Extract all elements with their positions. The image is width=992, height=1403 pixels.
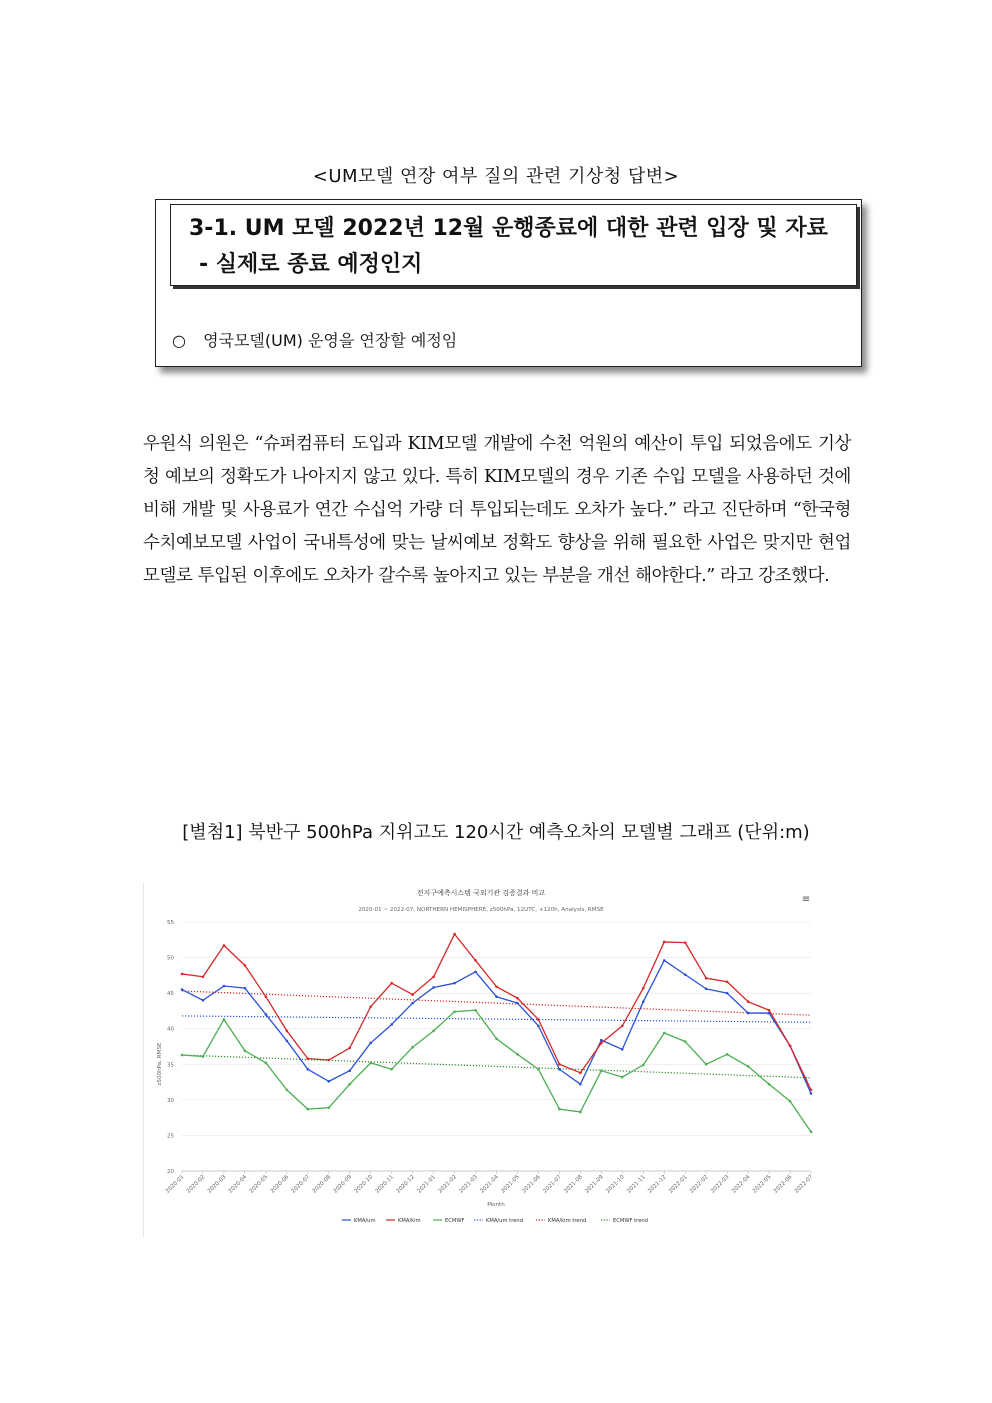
data-point bbox=[244, 987, 247, 990]
x-tick-label: 2020-01 bbox=[164, 1174, 186, 1195]
legend-item[interactable] bbox=[433, 1218, 465, 1224]
data-point bbox=[600, 1042, 603, 1045]
data-point bbox=[726, 1053, 729, 1056]
x-tick-label: 2021-12 bbox=[647, 1174, 668, 1195]
x-tick-label: 2021-06 bbox=[521, 1174, 542, 1195]
legend-item[interactable] bbox=[386, 1218, 421, 1224]
data-point bbox=[202, 1055, 205, 1058]
legend-label: KMA/kim bbox=[398, 1218, 421, 1224]
question-title-line1: 3-1. UM 모델 2022년 12월 운행종료에 대한 관련 입장 및 자료 bbox=[189, 216, 828, 241]
data-point bbox=[474, 959, 477, 962]
data-point bbox=[558, 1068, 561, 1071]
x-tick-label: 2020-10 bbox=[353, 1174, 375, 1195]
trend-line bbox=[182, 991, 811, 1015]
data-point bbox=[516, 997, 519, 1000]
x-tick-label: 2020-08 bbox=[311, 1174, 333, 1195]
data-point bbox=[684, 1040, 687, 1043]
data-point bbox=[411, 1002, 414, 1005]
data-point bbox=[663, 959, 666, 962]
x-tick-label: 2022-05 bbox=[751, 1174, 773, 1195]
x-tick-label: 2020-09 bbox=[332, 1174, 354, 1195]
body-paragraph: 우원식 의원은 “슈퍼컴퓨터 도입과 KIM모델 개발에 수천 억원의 예산이 투입 되었음에도 기상청 예보의 정확도가 나아지지 않고 있다. 특히 KIM모델의 경우 기존 수입 모델을 사용하던 것에 비해 개발 및 사용료가 연간 수십억 가량 더 투입되는데도 오차가 높다.” 라고 진단하며 “한국형수치예보모델 사업이 국내특성에 맞는 날씨예보 정확도 향상을 위해 필요한 사업은 맞지만 현업 모델로 투입된 이후에도 오차가 갈수록 높아지고 있는 부분을 개선 해야한다.” 라고 강조했다. bbox=[143, 434, 851, 586]
data-point bbox=[307, 1068, 310, 1071]
x-tick-label: 2021-05 bbox=[500, 1174, 521, 1195]
x-tick-label: 2020-02 bbox=[185, 1174, 207, 1195]
data-point bbox=[223, 985, 226, 988]
data-point bbox=[453, 1010, 456, 1013]
data-point bbox=[265, 1013, 268, 1016]
data-point bbox=[265, 995, 268, 998]
data-point bbox=[265, 1062, 268, 1065]
data-point bbox=[789, 1100, 792, 1103]
data-point bbox=[663, 1032, 666, 1035]
x-tick-label: 2022-03 bbox=[710, 1174, 731, 1195]
data-point bbox=[726, 992, 729, 995]
data-point bbox=[390, 982, 393, 985]
data-point bbox=[181, 1054, 184, 1057]
menu-icon[interactable]: ≡ bbox=[801, 894, 811, 905]
data-point bbox=[747, 1065, 750, 1068]
chart-title: 전지구예측시스템 국외기관 검증결과 비교 bbox=[416, 889, 546, 897]
y-tick-label: 25 bbox=[167, 1133, 174, 1140]
data-point bbox=[537, 1018, 540, 1021]
x-tick-label: 2021-09 bbox=[584, 1174, 605, 1195]
x-tick-label: 2022-04 bbox=[731, 1174, 752, 1195]
x-tick-label: 2021-07 bbox=[542, 1174, 563, 1195]
y-tick-label: 40 bbox=[167, 1026, 174, 1033]
y-tick-label: 50 bbox=[167, 955, 174, 962]
data-point bbox=[390, 1023, 393, 1026]
data-point bbox=[600, 1069, 603, 1072]
data-point bbox=[768, 1083, 771, 1086]
data-point bbox=[579, 1083, 582, 1086]
data-point bbox=[726, 980, 729, 983]
y-tick-label: 45 bbox=[167, 991, 174, 998]
x-tick-label: 2020-11 bbox=[374, 1174, 396, 1195]
x-tick-label: 2022-06 bbox=[772, 1174, 794, 1195]
data-point bbox=[348, 1069, 351, 1072]
data-point bbox=[600, 1039, 603, 1042]
trend-line bbox=[182, 1055, 811, 1078]
data-point bbox=[663, 941, 666, 944]
data-point bbox=[705, 988, 708, 991]
data-point bbox=[307, 1057, 310, 1060]
x-tick-label: 2020-03 bbox=[206, 1174, 228, 1195]
x-tick-label: 2020-12 bbox=[395, 1174, 417, 1195]
x-tick-label: 2021-11 bbox=[626, 1174, 647, 1195]
data-point bbox=[369, 1042, 372, 1045]
document-header: <UM모델 연장 여부 질의 관련 기상청 답변> bbox=[312, 166, 680, 187]
legend-label: KMA/kim trend bbox=[548, 1218, 587, 1224]
data-point bbox=[621, 1025, 624, 1028]
data-point bbox=[181, 988, 184, 991]
y-axis-label: z500hPa, RMSE bbox=[157, 1042, 163, 1086]
data-point bbox=[705, 1063, 708, 1066]
data-point bbox=[642, 1000, 645, 1003]
legend-label: KMA/um bbox=[354, 1218, 376, 1224]
data-point bbox=[558, 1108, 561, 1111]
legend-label: ECMWF trend bbox=[613, 1218, 648, 1224]
data-point bbox=[202, 999, 205, 1002]
circle-bullet-icon: ○ bbox=[172, 331, 186, 350]
x-axis-label: Month bbox=[487, 1202, 505, 1208]
y-tick-label: 35 bbox=[167, 1062, 174, 1069]
data-point bbox=[642, 1064, 645, 1067]
data-point bbox=[453, 982, 456, 985]
data-point bbox=[495, 985, 498, 988]
data-point bbox=[202, 975, 205, 978]
data-point bbox=[181, 973, 184, 976]
data-point bbox=[327, 1059, 330, 1062]
data-point bbox=[558, 1063, 561, 1066]
x-tick-label: 2020-06 bbox=[269, 1174, 291, 1195]
data-point bbox=[369, 1062, 372, 1065]
data-point bbox=[474, 971, 477, 974]
data-point bbox=[411, 1046, 414, 1049]
data-point bbox=[768, 1009, 771, 1012]
data-point bbox=[286, 1040, 289, 1043]
chart-caption: [별첨1] 북반구 500hPa 지위고도 120시간 예측오차의 모델별 그래프 (단위:m) bbox=[182, 822, 810, 843]
legend-label: KMA/um trend bbox=[486, 1218, 523, 1224]
answer-line bbox=[172, 328, 457, 351]
x-tick-label: 2021-01 bbox=[416, 1174, 438, 1195]
data-point bbox=[579, 1072, 582, 1075]
legend-item[interactable] bbox=[342, 1218, 376, 1224]
x-tick-label: 2021-08 bbox=[563, 1174, 584, 1195]
data-point bbox=[579, 1111, 582, 1114]
data-point bbox=[244, 964, 247, 967]
legend-item[interactable] bbox=[474, 1218, 523, 1224]
legend-item[interactable] bbox=[536, 1218, 586, 1224]
data-point bbox=[789, 1044, 792, 1047]
data-point bbox=[516, 1002, 519, 1005]
x-tick-label: 2022-07 bbox=[793, 1174, 815, 1195]
y-tick-label: 20 bbox=[167, 1169, 174, 1175]
data-point bbox=[474, 1009, 477, 1012]
data-point bbox=[286, 1030, 289, 1033]
legend-item[interactable] bbox=[601, 1218, 648, 1224]
data-point bbox=[495, 995, 498, 998]
data-point bbox=[223, 944, 226, 947]
x-tick-label: 2021-04 bbox=[479, 1174, 500, 1195]
trend-line bbox=[182, 1016, 811, 1022]
data-point bbox=[244, 1049, 247, 1052]
data-point bbox=[810, 1131, 813, 1134]
data-point bbox=[390, 1068, 393, 1071]
data-point bbox=[453, 933, 456, 936]
data-point bbox=[286, 1089, 289, 1092]
data-point bbox=[621, 1076, 624, 1079]
data-point bbox=[747, 1012, 750, 1015]
data-point bbox=[432, 986, 435, 989]
x-tick-label: 2020-05 bbox=[248, 1174, 270, 1195]
data-point bbox=[537, 1025, 540, 1028]
data-point bbox=[642, 987, 645, 990]
line-chart bbox=[144, 882, 819, 1238]
chart-container bbox=[143, 882, 819, 1238]
data-point bbox=[223, 1018, 226, 1021]
data-point bbox=[432, 1030, 435, 1033]
x-tick-label: 2022-01 bbox=[668, 1174, 689, 1195]
chart-subtitle: 2020-01 ~ 2022-07, NORTHERN HEMISPHERE, z500hPa, 12UTC, +120h, Analysis, RMSE bbox=[358, 907, 604, 913]
data-point bbox=[348, 1047, 351, 1050]
data-point bbox=[684, 941, 687, 944]
data-point bbox=[411, 993, 414, 996]
question-title-line2: - 실제로 종료 예정인지 bbox=[199, 252, 423, 277]
data-point bbox=[747, 1000, 750, 1003]
data-point bbox=[348, 1083, 351, 1086]
x-tick-label: 2021-02 bbox=[437, 1174, 458, 1195]
data-point bbox=[537, 1068, 540, 1071]
x-tick-label: 2022-02 bbox=[689, 1174, 710, 1195]
question-answer-box bbox=[155, 199, 862, 367]
x-tick-label: 2020-07 bbox=[290, 1174, 312, 1195]
data-point bbox=[705, 977, 708, 980]
x-tick-label: 2021-03 bbox=[458, 1174, 479, 1195]
data-point bbox=[495, 1037, 498, 1040]
answer-text: 영국모델(UM) 운영을 연장할 예정임 bbox=[203, 331, 458, 350]
data-point bbox=[516, 1053, 519, 1056]
data-point bbox=[307, 1108, 310, 1111]
data-point bbox=[810, 1089, 813, 1092]
data-point bbox=[621, 1048, 624, 1051]
data-point bbox=[327, 1080, 330, 1083]
data-point bbox=[432, 975, 435, 978]
y-tick-label: 55 bbox=[167, 920, 174, 926]
legend-label: ECMWF bbox=[445, 1218, 465, 1224]
y-tick-label: 30 bbox=[167, 1097, 174, 1104]
data-point bbox=[684, 973, 687, 976]
x-tick-label: 2021-10 bbox=[605, 1174, 626, 1195]
x-tick-label: 2020-04 bbox=[227, 1174, 249, 1195]
data-point bbox=[369, 1005, 372, 1008]
data-point bbox=[327, 1106, 330, 1109]
data-point bbox=[810, 1092, 813, 1095]
question-title bbox=[170, 204, 857, 286]
